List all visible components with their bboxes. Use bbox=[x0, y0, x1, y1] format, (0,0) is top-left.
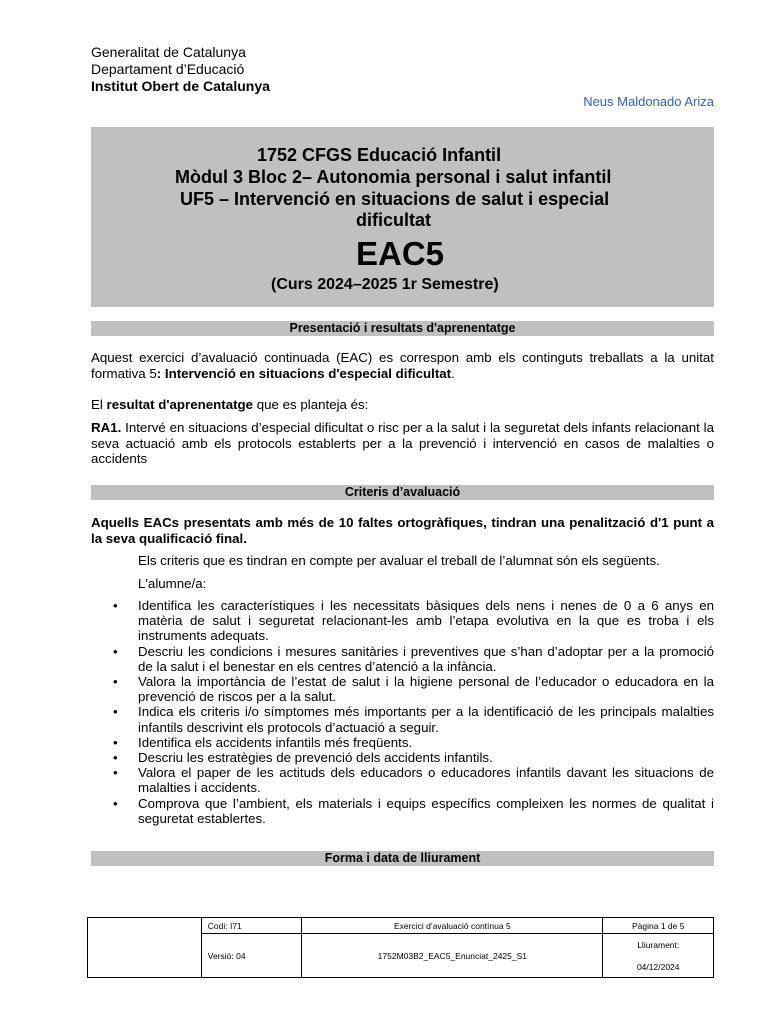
criteria-item bbox=[91, 796, 714, 826]
criteria-item-text: Identifica les característiques i les necessitats bàsiques dels nens i nenes de 0 a 6 anys en matèria de salut i seguretat relacionant-les amb l’etapa evolutiva en la que es troba i els instruments adequats. bbox=[138, 598, 714, 644]
criteria-item-text: Valora el paper de les actituds dels educadors o educadores infantils davant les situacions de malalties i accidents. bbox=[138, 765, 714, 796]
ra1-label: RA1. bbox=[91, 420, 122, 435]
section-presentation-header: Presentació i resultats d'aprenentatge bbox=[91, 321, 714, 336]
institution-department: Departament d’Educació bbox=[91, 61, 245, 77]
title-eac-code: EAC5 bbox=[356, 235, 445, 272]
bullet-icon: • bbox=[113, 750, 118, 766]
criteria-intro: Els criteris que es tindran en compte per avaluar el treball de l’alumnat són els següents. bbox=[138, 553, 660, 568]
criteria-item bbox=[91, 674, 714, 704]
criteria-item bbox=[91, 750, 714, 765]
criteria-item-text: Valora la importància de l’estat de salut i la higiene personal de l’educador o educadora en la prevenció de riscos per a la salut. bbox=[138, 674, 714, 705]
title-unit-cont: dificultat bbox=[356, 210, 431, 230]
title-unit: UF5 – Intervenció en situacions de salut i especial bbox=[180, 189, 610, 209]
footer-filename: 1752M03B2_EAC5_Enunciat_2425_S1 bbox=[302, 934, 603, 978]
footer-version: Versió: 04 bbox=[201, 934, 301, 978]
bullet-icon: • bbox=[113, 704, 118, 720]
criteria-item bbox=[91, 598, 714, 644]
criteria-item bbox=[91, 644, 714, 674]
presentation-text: Aquest exercici d’avaluació continuada (EAC) es correspon amb els continguts treballats a la unitat formativa 5 bbox=[91, 350, 714, 381]
bullet-icon: • bbox=[113, 765, 118, 781]
outcome-intro-start: El bbox=[91, 397, 107, 412]
title-course: (Curs 2024–2025 1r Semestre) bbox=[271, 276, 499, 293]
presentation-period: . bbox=[451, 365, 455, 381]
institution-generalitat: Generalitat de Catalunya bbox=[91, 44, 246, 60]
bullet-icon: • bbox=[113, 795, 118, 811]
outcome-intro-end: que es planteja és: bbox=[253, 397, 369, 412]
document-footer-table bbox=[87, 917, 714, 978]
criteria-item bbox=[91, 765, 714, 795]
learning-outcome-intro bbox=[91, 397, 714, 413]
author-name: Neus Maldonado Ariza bbox=[583, 94, 714, 109]
institution-ioc: Institut Obert de Catalunya bbox=[91, 78, 270, 94]
criteria-item-text: Identifica els accidents infantils més freqüents. bbox=[138, 734, 413, 750]
learning-outcome-ra1 bbox=[91, 420, 714, 467]
title-module: Mòdul 3 Bloc 2– Autonomia personal i salut infantil bbox=[175, 167, 612, 187]
bullet-icon: • bbox=[113, 598, 118, 613]
criteria-student-label: L'alumne/a: bbox=[138, 576, 207, 591]
criteria-list bbox=[91, 598, 714, 826]
footer-code: Codi: I71 bbox=[201, 918, 301, 934]
footer-exercise: Exercici d’avaluació contínua 5 bbox=[302, 918, 603, 934]
criteria-item bbox=[91, 704, 714, 734]
footer-delivery-cell bbox=[603, 934, 714, 978]
footer-logo-cell bbox=[88, 918, 202, 978]
presentation-paragraph bbox=[91, 350, 714, 381]
criteria-item-text: Comprova que l’ambient, els materials i equips específics compleixen les normes de qualitat i seguretat establertes. bbox=[138, 795, 714, 826]
footer-page: Pàgina 1 de 5 bbox=[603, 918, 714, 934]
outcome-intro-bold: resultat d'aprenentatge bbox=[106, 397, 254, 412]
bullet-icon: • bbox=[113, 643, 118, 659]
spelling-penalty-note: Aquells EACs presentats amb més de 10 faltes ortogràfiques, tindran una penalització d'1 punt a la seva qualificació final. bbox=[91, 515, 714, 546]
criteria-item-text: Indica els criteris i/o símptomes més importants per a la identificació de les principals malalties infantils descrivint els protocols d’actuació a seguir. bbox=[138, 704, 714, 735]
bullet-icon: • bbox=[113, 674, 118, 690]
criteria-item bbox=[91, 735, 714, 750]
section-criteria-header: Criteris d’avaluació bbox=[91, 485, 714, 500]
presentation-unit-name: : Intervenció en situacions d'especial dificultat bbox=[156, 365, 452, 381]
ra1-text: Intervé en situacions d’especial dificultat o risc per a la salut i la seguretat dels infants relacionant la seva actuació amb els protocols establerts per a la prevenció i intervenció en casos de malalties o accidents bbox=[91, 420, 714, 466]
footer-delivery-date: 04/12/2024 bbox=[636, 961, 680, 972]
bullet-icon: • bbox=[113, 734, 118, 750]
title-cycle: 1752 CFGS Educació Infantil bbox=[257, 145, 502, 165]
title-box bbox=[91, 127, 714, 307]
criteria-item-text: Descriu les estratègies de prevenció dels accidents infantils. bbox=[138, 750, 493, 766]
criteria-item-text: Descriu les condicions i mesures sanitàries i preventives que s’han d’adoptar per a la promoció de la salut i el benestar en els centres d’atenció a la infància. bbox=[138, 643, 714, 674]
footer-delivery-label: Lliurament: bbox=[637, 939, 680, 950]
section-delivery-header: Forma i data de lliurament bbox=[91, 851, 714, 866]
